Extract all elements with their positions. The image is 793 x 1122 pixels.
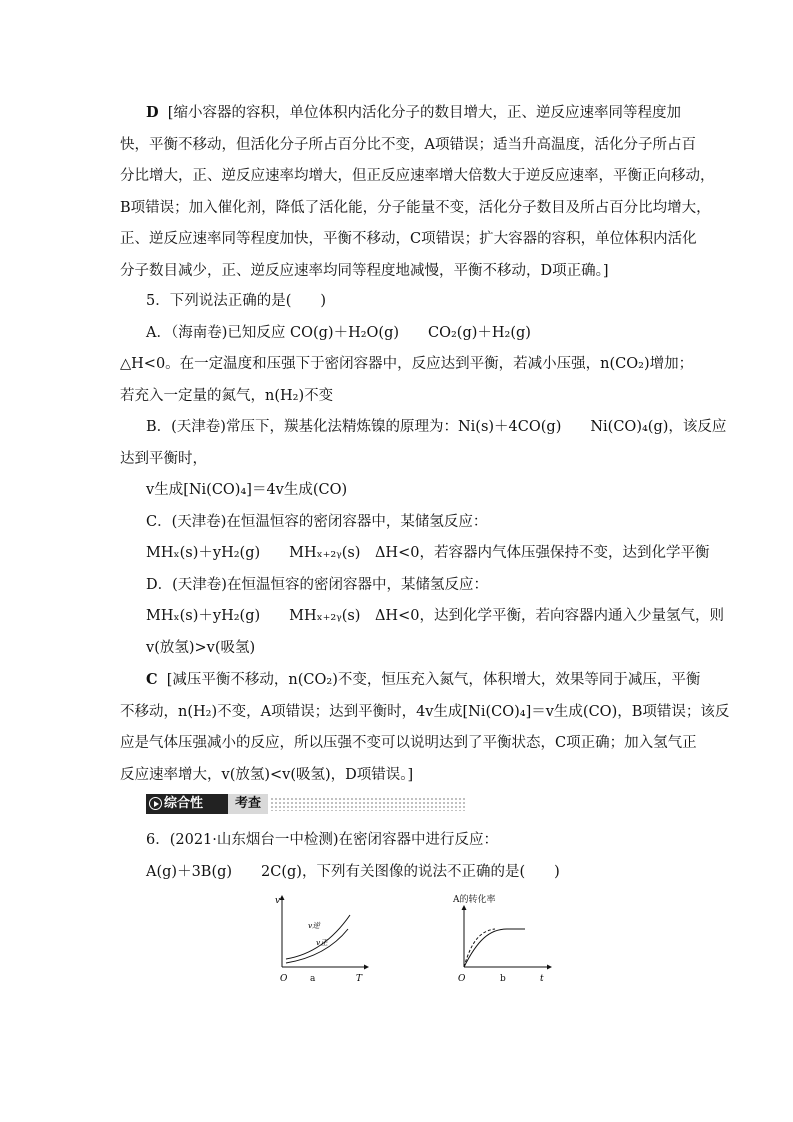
option-d-line-2: MHₓ(s)＋yH₂(g) MHₓ₊₂ᵧ(s) ΔH<0，达到化学平衡，若向容器内通入少量氢气，则 [146,608,724,624]
figure-a [270,893,370,988]
option-b-line-1: B．(天津卷)常压下，羰基化法精炼镍的原理为：Ni(s)＋4CO(g) Ni(CO)₄(g)，该反应 [146,419,727,435]
question-6-line-2: A(g)＋3B(g) 2C(g)，下列有关图像的说法不正确的是( ) [146,863,560,880]
question-6-stem: 6．(2021·山东烟台一中检测)在密闭容器中进行反应： [146,832,499,848]
banner-label-exam: 考查 [228,794,268,814]
question-5-stem: 5．下列说法正确的是( ) [146,293,327,309]
answer-4-line-5: 正、逆反应速率同等程度加快，平衡不移动，C项错误；扩大容器的容积，单位体积内活化 [120,231,697,247]
answer-5-line-2: 不移动，n(H₂)不变，A项错误；达到平衡时，4v生成[Ni(CO)₄]＝v生成(CO)，B项错误；该反 [120,703,730,720]
figure-b [455,893,555,988]
option-d-line-1: D．(天津卷)在恒温恒容的密闭容器中，某储氢反应： [146,576,488,593]
answer-4-line-1: [缩小容器的容积，单位体积内活化分子的数目增大，正、逆反应速率同等程度加 [167,105,681,121]
option-a-line-3: 若充入一定量的氮气，n(H₂)不变 [120,387,334,404]
option-c-line-2: MHₓ(s)＋yH₂(g) MHₓ₊₂ᵧ(s) ΔH<0，若容器内气体压强保持不变，达到化学平衡 [146,545,710,561]
option-b-line-3: v生成[Ni(CO)₄]＝4v生成(CO) [146,482,348,498]
figure-a-caption: a [310,974,316,984]
answer-5-line-3: 应是气体压强减小的反应，所以压强不变可以说明达到了平衡状态，C项正确；加入氢气正 [120,735,697,751]
answer-4-line-6: 分子数目减少，正、逆反应速率均同等程度地减慢，平衡不移动，D项正确。] [120,262,609,279]
option-c-line-1: C．(天津卷)在恒温恒容的密闭容器中，某储氢反应： [146,513,488,530]
question-6 [146,825,676,888]
banner-dot-pattern [270,797,466,811]
figure-b-origin: O [458,974,466,984]
question-5 [120,286,727,664]
option-a-line-2: △H<0。在一定温度和压强下于密闭容器中，反应达到平衡，若减小压强，n(CO₂)增加； [120,356,694,372]
figure-b-caption: b [500,974,506,984]
figure-a-curve-v-forward-label: v正 [316,938,328,947]
answer-4-line-3: 分比增大，正、逆反应速率均增大，但正反应速率增大倍数大于逆反应速率，平衡正向移动， [120,168,715,184]
answer-5-line-4: 反应速率增大，v(放氢)<v(吸氢)，D项错误。] [120,766,414,783]
section-banner [146,794,466,814]
answer-5-letter: C [146,671,158,688]
option-b-line-2: 达到平衡时， [120,450,207,467]
answer-5-paragraph [120,664,730,791]
option-a-line-1: A．（海南卷)已知反应 CO(g)＋H₂O(g) CO₂(g)＋H₂(g) [146,324,531,341]
answer-4-letter: D [146,104,159,121]
answer-5-line-1: [减压平衡不移动，n(CO₂)不变，恒压充入氮气，体积增大，效果等同于减压，平衡 [166,672,701,688]
answer-4-line-2: 快，平衡不移动，但活化分子所占百分比不变，A项错误；适当升高温度，活化分子所占百 [120,136,696,153]
figure-a-y-axis-label: v [275,896,281,906]
figure-a-x-axis-label: T [356,974,363,984]
figure-b-x-axis-label: t [540,974,544,984]
figure-a-origin: O [280,974,288,984]
play-arrow-icon [149,797,162,810]
banner-label-comprehensive: 综合性 [146,794,228,814]
option-d-line-3: v(放氢)>v(吸氢) [146,639,256,656]
figure-a-curve-v-reverse-label: v逆 [308,921,320,930]
answer-4-line-4: B项错误；加入催化剂，降低了活化能，分子能量不变，活化分子数目及所占百分比均增大， [120,199,711,216]
answer-4-paragraph [120,97,715,287]
figure-b-y-axis-label: A的转化率 [453,895,496,905]
